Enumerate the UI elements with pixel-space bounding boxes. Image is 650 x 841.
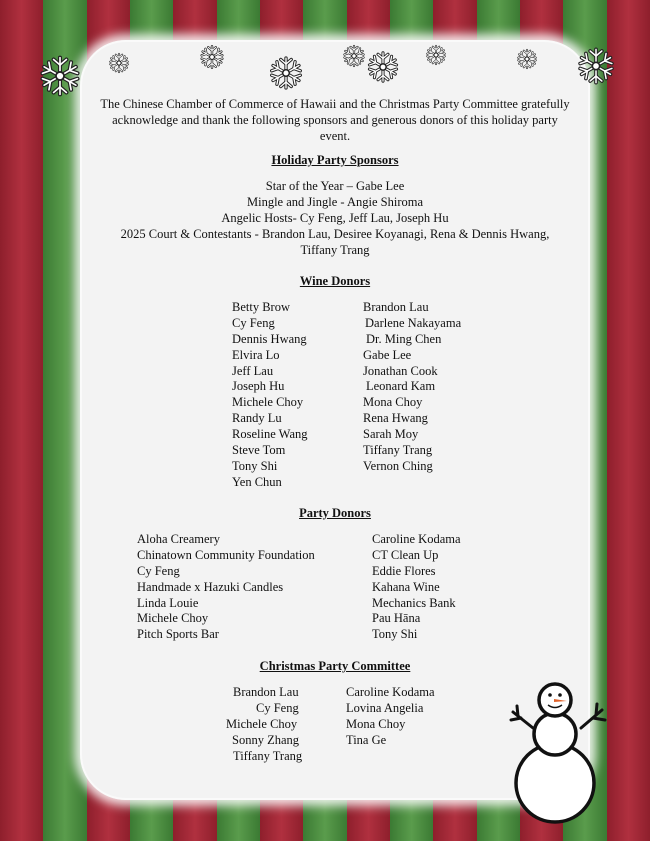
sponsors-heading: Holiday Party Sponsors	[271, 153, 399, 167]
list-item: Tina Ge	[346, 732, 387, 747]
snowflake-icon	[425, 44, 447, 66]
list-item: Mona Choy	[363, 395, 423, 410]
sponsor-line: Angelic Hosts- Cy Feng, Jeff Lau, Joseph Hu	[221, 211, 449, 225]
snowflake-icon	[516, 48, 538, 70]
snowflake-icon	[38, 54, 82, 98]
list-item: Jeff Lau	[232, 363, 274, 378]
list-item: Lovina Angelia	[346, 700, 424, 715]
list-item: Steve Tom	[232, 443, 286, 458]
list-item: Handmade x Hazuki Candles	[137, 579, 284, 594]
snowflake-icon	[366, 50, 400, 84]
party-donors-heading: Party Donors	[299, 506, 371, 520]
snowflake-icon	[342, 44, 366, 68]
list-item: Randy Lu	[232, 411, 282, 426]
list-item: Tony Shi	[372, 627, 418, 642]
committee-left-column	[226, 684, 302, 763]
list-item: Sonny Zhang	[232, 732, 300, 747]
list-item: Pau Hāna	[372, 611, 421, 626]
list-item: Michele Choy	[226, 716, 298, 731]
list-item: Linda Louie	[137, 595, 199, 610]
party-donors-left-column	[137, 531, 315, 642]
wine-donors-right-column	[363, 299, 461, 474]
snowman-icon	[505, 680, 615, 825]
list-item: Cy Feng	[137, 563, 180, 578]
list-item: Dr. Ming Chen	[366, 331, 442, 346]
list-item: Vernon Ching	[363, 458, 433, 473]
list-item: Tony Shi	[232, 458, 278, 473]
list-item: Sarah Moy	[363, 427, 419, 442]
list-item: Dennis Hwang	[232, 331, 307, 346]
list-item: Michele Choy	[232, 395, 304, 410]
sponsor-line: Mingle and Jingle - Angie Shiroma	[246, 195, 424, 209]
list-item: Cy Feng	[232, 315, 275, 330]
list-item: Tiffany Trang	[363, 443, 433, 458]
committee-right-column	[346, 684, 435, 748]
list-item: Eddie Flores	[372, 563, 436, 578]
list-item: Jonathan Cook	[363, 363, 438, 378]
list-item: Leonard Kam	[366, 379, 436, 394]
list-item: Mona Choy	[346, 716, 406, 731]
list-item: Joseph Hu	[232, 379, 285, 394]
list-item: Yen Chun	[232, 474, 282, 489]
list-item: Caroline Kodama	[372, 532, 461, 546]
snowflake-icon	[268, 55, 304, 91]
list-item: Pitch Sports Bar	[137, 627, 219, 642]
party-donors-right-column	[372, 531, 461, 642]
list-item: Gabe Lee	[363, 347, 412, 362]
sponsor-line: 2025 Court & Contestants - Brandon Lau, Desiree Koyanagi, Rena & Dennis Hwang,	[120, 227, 550, 241]
list-item: Caroline Kodama	[346, 685, 435, 699]
intro-paragraph: The Chinese Chamber of Commerce of Hawaii and the Christmas Party Committee gratefully acknowledge and thank the following sponsors and generous donors of this holiday party event.	[100, 97, 570, 143]
list-item: Brandon Lau	[233, 685, 299, 699]
committee-heading: Christmas Party Committee	[259, 659, 411, 673]
list-item: Darlene Nakayama	[365, 315, 462, 330]
list-item: Aloha Creamery	[137, 532, 220, 546]
list-item: Tiffany Trang	[233, 748, 303, 763]
list-item: Roseline Wang	[232, 427, 308, 442]
list-item: Betty Brow	[232, 300, 290, 314]
list-item: Brandon Lau	[363, 300, 429, 314]
snowflake-icon	[108, 52, 130, 74]
wine-donors-left-column	[232, 299, 308, 490]
list-item: Kahana Wine	[372, 579, 440, 594]
list-item: Michele Choy	[137, 611, 209, 626]
list-item: Cy Feng	[256, 700, 299, 715]
list-item: Chinatown Community Foundation	[137, 547, 315, 562]
snowflake-icon	[576, 46, 616, 86]
snowflake-icon	[199, 44, 225, 70]
sponsor-line: Star of the Year – Gabe Lee	[265, 179, 405, 193]
list-item: CT Clean Up	[372, 547, 439, 562]
list-item: Rena Hwang	[363, 411, 428, 426]
list-item: Mechanics Bank	[372, 595, 456, 610]
wine-donors-heading: Wine Donors	[299, 274, 371, 288]
list-item: Elvira Lo	[232, 347, 280, 362]
sponsor-line: Tiffany Trang	[300, 243, 370, 257]
